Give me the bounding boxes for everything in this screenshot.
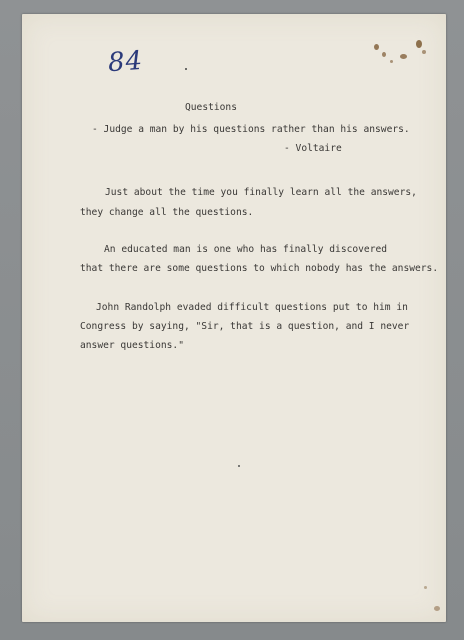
paper-speck [238, 465, 240, 467]
handwritten-page-number: 84 [106, 45, 145, 79]
paragraph-3-line-1: John Randolph evaded difficult questions put to him in [96, 302, 408, 313]
document-title: Questions [185, 102, 237, 113]
paragraph-1-line-2: they change all the questions. [80, 207, 254, 218]
foxing-stain [400, 54, 407, 59]
epigraph-attribution: - Voltaire [284, 143, 342, 154]
foxing-stain [416, 40, 422, 48]
paragraph-2-line-2: that there are some questions to which nobody has the answers. [80, 263, 439, 274]
paragraph-1-line-1: Just about the time you finally learn all the answers, [105, 187, 417, 198]
epigraph-quote: - Judge a man by his questions rather than his answers. [92, 124, 410, 135]
paper-speck [185, 68, 187, 70]
foxing-stain [382, 52, 386, 57]
foxing-stain [422, 50, 426, 54]
foxing-stain [374, 44, 379, 50]
paragraph-2-line-1: An educated man is one who has finally discovered [104, 244, 388, 255]
paragraph-3-line-3: answer questions." [80, 340, 184, 351]
foxing-stain [424, 586, 427, 589]
paragraph-3-line-2: Congress by saying, "Sir, that is a question, and I never [80, 321, 410, 332]
foxing-stain [434, 606, 440, 611]
foxing-stain [390, 60, 393, 63]
